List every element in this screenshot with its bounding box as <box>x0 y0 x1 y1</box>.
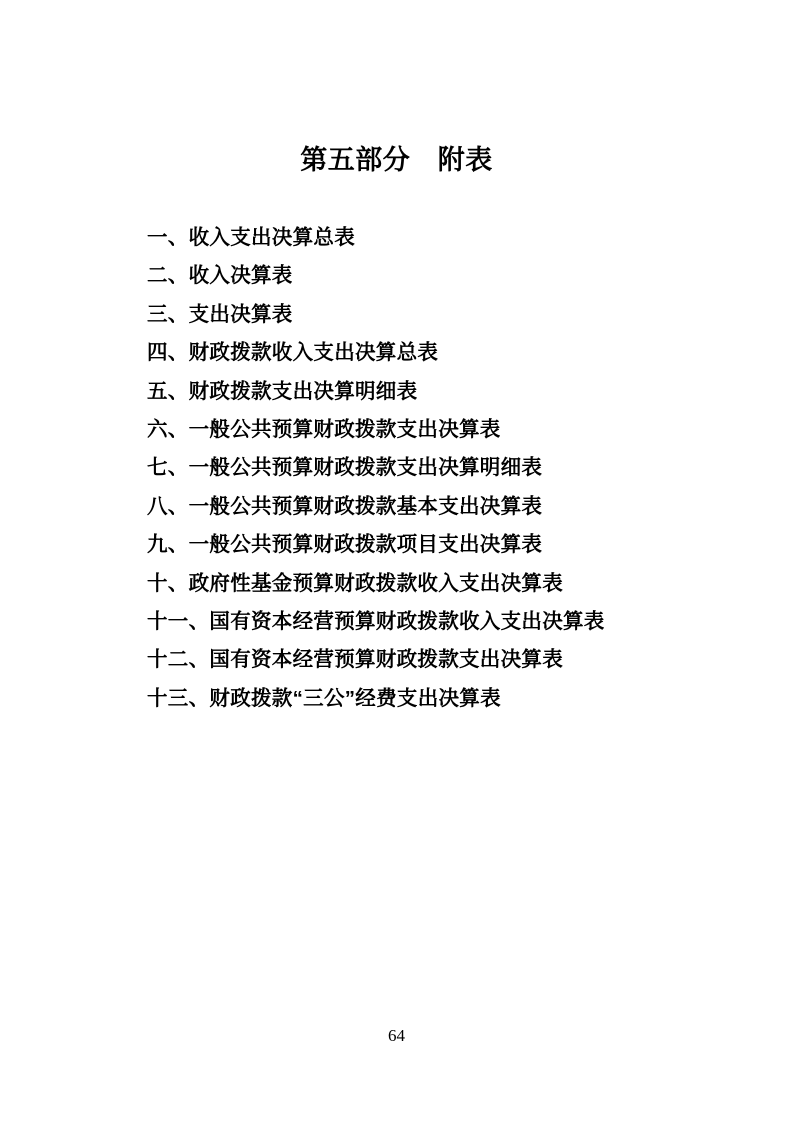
page-number: 64 <box>388 1026 405 1045</box>
list-item: 九、一般公共预算财政拨款项目支出决算表 <box>147 533 543 557</box>
table-list <box>147 219 733 718</box>
list-item: 十二、国有资本经营预算财政拨款支出决算表 <box>147 648 563 672</box>
list-item: 十、政府性基金预算财政拨款收入支出决算表 <box>147 571 563 595</box>
list-item: 十一、国有资本经营预算财政拨款收入支出决算表 <box>147 610 605 634</box>
list-item: 十三、财政拨款“三公”经费支出决算表 <box>147 686 501 710</box>
list-item: 三、支出决算表 <box>147 302 293 326</box>
list-item: 五、财政拨款支出决算明细表 <box>147 379 418 403</box>
list-item: 二、收入决算表 <box>147 264 293 288</box>
list-item: 一、收入支出决算总表 <box>147 226 355 249</box>
list-item: 六、一般公共预算财政拨款支出决算表 <box>147 418 501 442</box>
list-item: 七、一般公共预算财政拨款支出决算明细表 <box>147 456 543 480</box>
page-title: 第五部分 附表 <box>300 145 493 175</box>
list-item: 八、一般公共预算财政拨款基本支出决算表 <box>147 494 543 518</box>
list-item: 四、财政拨款收入支出决算总表 <box>147 341 439 365</box>
